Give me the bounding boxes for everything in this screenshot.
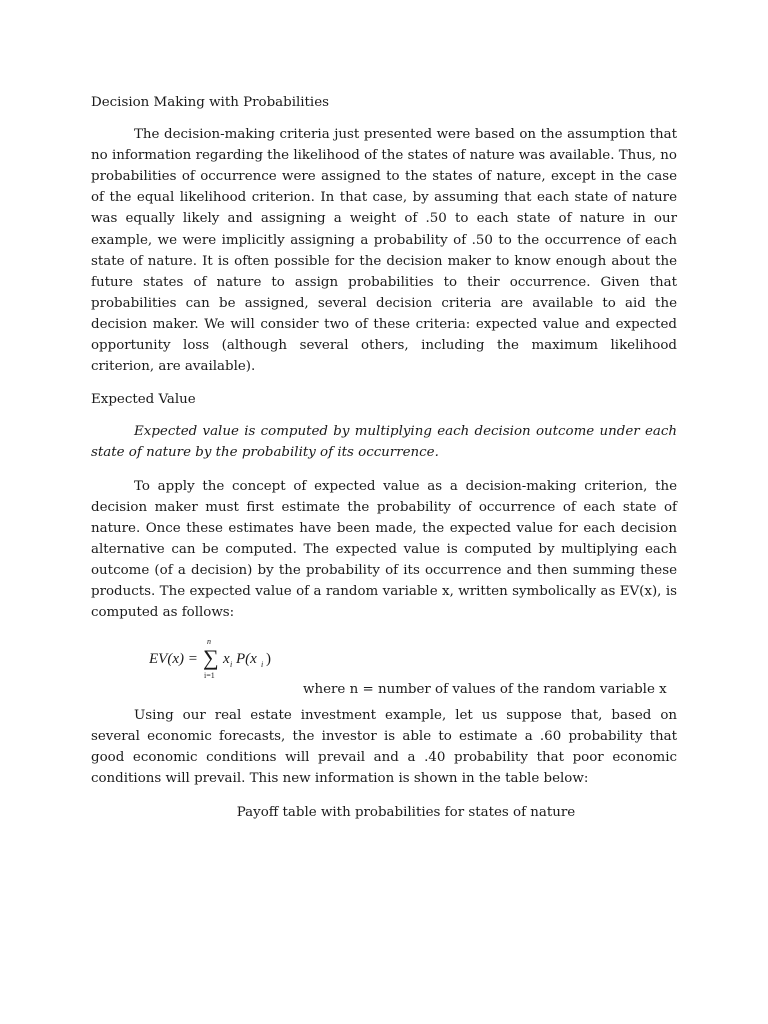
formula-term-x: x (223, 651, 230, 668)
formula-term-subscript: i (230, 660, 233, 670)
intro-paragraph: The decision-making criteria just presented were based on the assumption that no information regarding the likelihood of the states of nature was available. Thus, no probabilities of occurrence were assigned to the states of nature, except in the case of the equal likelihood criterion. In that case, by assuming that each state of nature was equally likely and assigning a weight of .50 to each state of nature in our example, we were implicitly assigning a probability of .50 to the occurrence of each state of nature. It is often possible for the decision maker to know enough about the future states of nature to assign probabilities to their occurrence. Given that probabilities can be assigned, several decision criteria are available to aid the decision maker. We will consider two of these criteria: expected value and expected opportunity loss (although several others, including the maximum likelihood criterion, are available). (91, 127, 677, 375)
definition-paragraph: Expected value is computed by multiplying each decision outcome under each state of nature by the probability of its occurrence. (91, 424, 677, 461)
formula-term-close: ) (266, 651, 271, 668)
example-paragraph: Using our real estate investment example, let us suppose that, based on several economic forecasts, the investor is able to estimate a .60 probability that good economic conditions will prevail and a .40 probability that poor economic conditions will prevail. This new information is shown in the table below: (91, 708, 677, 787)
formula-term-p: P(x (236, 651, 257, 668)
section-title: Decision Making with Probabilities (91, 95, 329, 110)
expected-value-heading: Expected Value (91, 392, 196, 408)
formula-upper-limit: n (207, 637, 211, 647)
formula-lower-limit: i=1 (204, 671, 215, 681)
formula-where-line: where n = number of values of the random variable x (303, 682, 667, 698)
expected-value-formula (91, 635, 677, 705)
apply-paragraph: To apply the concept of expected value as a decision-making criterion, the decision maker must first estimate the probability of occurrence of each state of nature. Once these estimates have been made, the expected value for each decision alternative can be computed. The expected value is computed by multiplying each outcome (of a decision) by the probability of its occurrence and then summing these products. The expected value of a random variable x, written symbolically as EV(x), is computed as follows: (91, 478, 677, 621)
table-caption: Payoff table with probabilities for states of nature (236, 804, 576, 820)
formula-sigma: ∑ (203, 645, 219, 671)
document-page (91, 92, 677, 823)
formula-lhs: EV(x) = (149, 651, 198, 668)
formula-graphic (149, 635, 289, 681)
formula-term-p-subscript: i (261, 660, 264, 670)
